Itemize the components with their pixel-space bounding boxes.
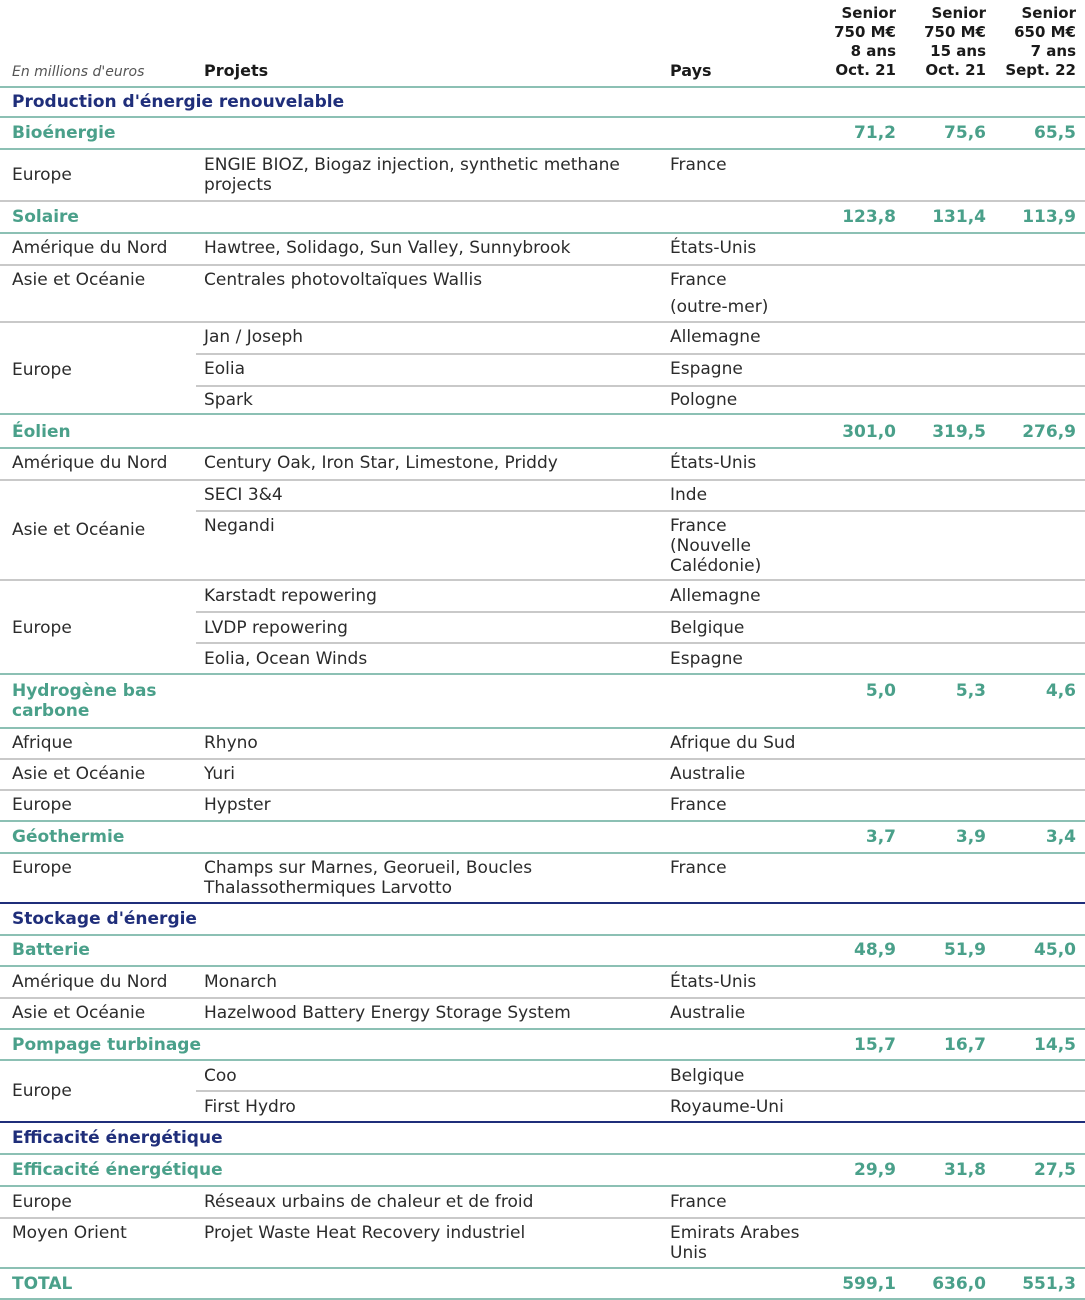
table-row <box>0 234 1085 266</box>
total-label: TOTAL <box>12 1274 73 1294</box>
table-row <box>0 791 1085 822</box>
divider <box>196 642 1085 644</box>
country: Royaume-Uni <box>670 1097 784 1117</box>
region: Amérique du Nord <box>12 238 168 258</box>
table-row <box>0 449 1085 481</box>
total-row <box>0 1269 1085 1300</box>
country: Espagne <box>670 649 743 669</box>
divider <box>196 353 1085 355</box>
value: 301,0 <box>842 422 896 442</box>
project: Century Oak, Iron Star, Limestone, Priddy <box>204 453 558 473</box>
category-row <box>0 822 1085 854</box>
col1-l1: Senior <box>841 4 896 22</box>
category-name: Batterie <box>12 940 90 960</box>
divider <box>196 510 1085 512</box>
category-row <box>0 675 1085 729</box>
col1-l3: 8 ans <box>850 42 896 60</box>
value: 29,9 <box>854 1160 896 1180</box>
region: Asie et Océanie <box>12 1003 146 1023</box>
section-title: Production d'énergie renouvelable <box>12 92 345 112</box>
category-name: Hydrogène bas carbone <box>12 681 157 721</box>
table-row <box>0 1219 1085 1269</box>
country: Australie <box>670 764 746 784</box>
pays-header: Pays <box>670 61 712 80</box>
table-row-group <box>0 1061 1085 1123</box>
value: 4,6 <box>1045 681 1076 701</box>
section-title: Efficacité énergétique <box>12 1128 223 1148</box>
value: 5,0 <box>865 681 896 701</box>
col1-l4: Oct. 21 <box>835 61 896 79</box>
value: 3,9 <box>955 827 986 847</box>
value: 123,8 <box>842 207 896 227</box>
project: ENGIE BIOZ, Biogaz injection, synthetic methane projects <box>204 155 620 195</box>
value: 16,7 <box>944 1035 986 1055</box>
value: 75,6 <box>944 123 986 143</box>
project: Champs sur Marnes, Georueil, Boucles Thalassothermiques Larvotto <box>204 858 533 898</box>
value: 113,9 <box>1022 207 1076 227</box>
project: Hazelwood Battery Energy Storage System <box>204 1003 571 1023</box>
region: Moyen Orient <box>12 1223 127 1243</box>
table-header <box>0 0 1085 88</box>
region: Europe <box>12 1081 72 1101</box>
table-row <box>0 967 1085 999</box>
section-row <box>0 1123 1085 1155</box>
region: Asie et Océanie <box>12 764 146 784</box>
country-note: (outre-mer) <box>670 297 769 317</box>
table-row <box>0 760 1085 791</box>
project: First Hydro <box>204 1097 296 1117</box>
region: Europe <box>12 360 72 380</box>
value: 14,5 <box>1034 1035 1076 1055</box>
category-name: Solaire <box>12 207 79 227</box>
country: France <box>670 1192 727 1212</box>
section-row <box>0 904 1085 936</box>
country: États-Unis <box>670 453 757 473</box>
project: Réseaux urbains de chaleur et de froid <box>204 1192 534 1212</box>
country: France <box>670 270 727 290</box>
value: 51,9 <box>944 940 986 960</box>
divider <box>196 385 1085 387</box>
total-value: 636,0 <box>932 1274 986 1294</box>
region: Europe <box>12 795 72 815</box>
value: 71,2 <box>854 123 896 143</box>
region: Afrique <box>12 733 73 753</box>
project: Karstadt repowering <box>204 586 377 606</box>
value: 48,9 <box>854 940 896 960</box>
project: Centrales photovoltaïques Wallis <box>204 270 483 290</box>
country: Inde <box>670 485 708 505</box>
total-value: 599,1 <box>842 1274 896 1294</box>
category-name: Efficacité énergétique <box>12 1160 223 1180</box>
category-name: Pompage turbinage <box>12 1035 201 1055</box>
country: France <box>670 155 727 175</box>
country: Emirats Arabes Unis <box>670 1223 800 1263</box>
col-header-1 <box>806 4 896 80</box>
total-value: 551,3 <box>1022 1274 1076 1294</box>
divider <box>196 1090 1085 1092</box>
region: Europe <box>12 1192 72 1212</box>
value: 3,4 <box>1045 827 1076 847</box>
region: Europe <box>12 858 72 878</box>
country: Afrique du Sud <box>670 733 796 753</box>
table-row <box>0 729 1085 760</box>
divider <box>196 611 1085 613</box>
project: Monarch <box>204 972 277 992</box>
value: 276,9 <box>1022 422 1076 442</box>
country: États-Unis <box>670 972 757 992</box>
col3-l2: 650 M€ <box>1014 23 1076 41</box>
project: SECI 3&4 <box>204 485 283 505</box>
country: Espagne <box>670 359 743 379</box>
table-row <box>0 150 1085 202</box>
project: LVDP repowering <box>204 618 348 638</box>
value: 5,3 <box>955 681 986 701</box>
region: Amérique du Nord <box>12 453 168 473</box>
country: Belgique <box>670 618 745 638</box>
project: Hawtree, Solidago, Sun Valley, Sunnybrook <box>204 238 571 258</box>
country: Belgique <box>670 1066 745 1086</box>
col3-l1: Senior <box>1021 4 1076 22</box>
region: Asie et Océanie <box>12 520 146 540</box>
country: Allemagne <box>670 586 761 606</box>
col-header-3 <box>986 4 1076 80</box>
table-row <box>0 999 1085 1030</box>
project: Eolia, Ocean Winds <box>204 649 368 669</box>
col2-l1: Senior <box>931 4 986 22</box>
table-row-group <box>0 323 1085 415</box>
country: France <box>670 858 727 878</box>
category-row <box>0 936 1085 967</box>
project: Negandi <box>204 516 275 536</box>
category-row <box>0 202 1085 234</box>
col3-l4: Sept. 22 <box>1005 61 1076 79</box>
col3-l3: 7 ans <box>1030 42 1076 60</box>
country: Pologne <box>670 390 738 410</box>
col2-l2: 750 M€ <box>924 23 986 41</box>
project: Coo <box>204 1066 237 1086</box>
value: 15,7 <box>854 1035 896 1055</box>
project: Yuri <box>204 764 235 784</box>
section-title: Stockage d'énergie <box>12 909 197 929</box>
region: Europe <box>12 618 72 638</box>
table-row-group <box>0 481 1085 581</box>
category-name: Bioénergie <box>12 123 116 143</box>
region: Asie et Océanie <box>12 270 146 290</box>
value: 131,4 <box>932 207 986 227</box>
project: Hypster <box>204 795 271 815</box>
project: Spark <box>204 390 253 410</box>
project: Jan / Joseph <box>204 327 304 347</box>
table-row <box>0 854 1085 904</box>
value: 319,5 <box>932 422 986 442</box>
section-row <box>0 86 1085 118</box>
country: États-Unis <box>670 238 757 258</box>
project: Rhyno <box>204 733 258 753</box>
col-header-2 <box>896 4 986 80</box>
col2-l4: Oct. 21 <box>925 61 986 79</box>
country: Australie <box>670 1003 746 1023</box>
table-row-group <box>0 581 1085 675</box>
category-name: Géothermie <box>12 827 125 847</box>
projets-header: Projets <box>204 61 269 80</box>
category-row <box>0 1155 1085 1187</box>
col1-l2: 750 M€ <box>834 23 896 41</box>
value: 27,5 <box>1034 1160 1076 1180</box>
category-name: Éolien <box>12 422 71 442</box>
country: France (Nouvelle Calédonie) <box>670 516 762 576</box>
category-row <box>0 1030 1085 1061</box>
region: Europe <box>12 165 72 185</box>
table-row <box>0 1187 1085 1219</box>
country: France <box>670 795 727 815</box>
value: 31,8 <box>944 1160 986 1180</box>
value: 3,7 <box>865 827 896 847</box>
category-row <box>0 417 1085 449</box>
value: 45,0 <box>1034 940 1076 960</box>
value: 65,5 <box>1034 123 1076 143</box>
project: Projet Waste Heat Recovery industriel <box>204 1223 526 1243</box>
table-row <box>0 266 1085 323</box>
country: Allemagne <box>670 327 761 347</box>
category-row <box>0 118 1085 150</box>
unit-caption: En millions d'euros <box>12 64 145 80</box>
region: Amérique du Nord <box>12 972 168 992</box>
col2-l3: 15 ans <box>930 42 986 60</box>
project: Eolia <box>204 359 246 379</box>
